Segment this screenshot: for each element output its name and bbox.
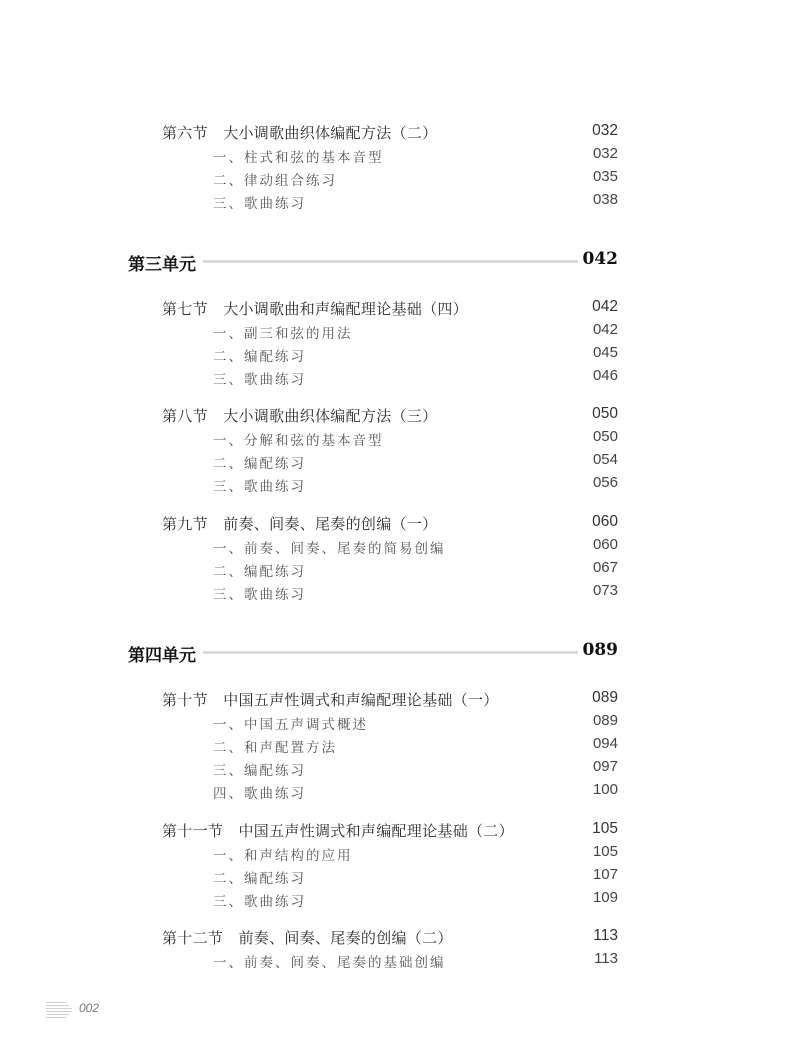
subsection-page: 100 [592,781,618,798]
section-row[interactable] [0,122,790,145]
section-page: 089 [592,689,618,706]
subsection-title: 二、编配练习 [213,564,306,580]
section-page: 105 [592,820,618,837]
toc-section [0,405,790,497]
subsection-row[interactable] [0,321,790,344]
section-row[interactable] [0,927,790,950]
section-title: 第八节 大小调歌曲织体编配方法（三） [162,407,438,425]
subsection-page: 045 [592,344,618,361]
section-row[interactable] [0,405,790,428]
subsection-title: 三、歌曲练习 [213,196,306,212]
subsection-page: 056 [592,474,618,491]
subsection-page: 107 [592,866,618,883]
toc-section [0,298,790,390]
subsection-row[interactable] [0,344,790,367]
unit-heading[interactable] [0,250,790,280]
section-title: 第九节 前奏、间奏、尾奏的创编（一） [162,515,438,533]
subsection-row[interactable] [0,758,790,781]
subsection-title: 一、分解和弦的基本音型 [213,433,384,449]
toc-section [0,820,790,912]
subsection-row[interactable] [0,735,790,758]
subsection-page: 060 [592,536,618,553]
section-title: 第六节 大小调歌曲织体编配方法（二） [162,124,438,142]
section-page: 050 [592,405,618,422]
subsection-title: 四、歌曲练习 [213,786,306,802]
subsection-page: 109 [592,889,618,906]
subsection-row[interactable] [0,582,790,605]
subsection-page: 038 [592,191,618,208]
section-page: 060 [592,513,618,530]
subsection-title: 三、歌曲练习 [213,372,306,388]
subsection-title: 三、歌曲练习 [213,894,306,910]
subsection-title: 一、和声结构的应用 [213,848,353,864]
subsection-page: 073 [592,582,618,599]
section-row[interactable] [0,820,790,843]
toc-section [0,122,790,214]
section-title: 第十二节 前奏、间奏、尾奏的创编（二） [162,929,453,947]
unit-page: 042 [582,249,618,269]
unit-title: 第三单元 [128,255,196,275]
subsection-page: 042 [592,321,618,338]
subsection-title: 一、中国五声调式概述 [213,717,368,733]
subsection-row[interactable] [0,474,790,497]
subsection-page: 032 [592,145,618,162]
subsection-row[interactable] [0,781,790,804]
subsection-title: 三、编配练习 [213,763,306,779]
section-row[interactable] [0,513,790,536]
subsection-title: 一、副三和弦的用法 [213,326,353,342]
subsection-title: 一、前奏、间奏、尾奏的简易创编 [213,541,446,557]
unit-page: 089 [582,640,618,660]
toc-section [0,513,790,605]
unit-divider-line [203,651,578,654]
subsection-row[interactable] [0,843,790,866]
toc-section [0,927,790,973]
subsection-row[interactable] [0,367,790,390]
unit-heading[interactable] [0,641,790,671]
subsection-page: 050 [592,428,618,445]
decorative-lines-icon [46,1002,72,1018]
subsection-page: 054 [592,451,618,468]
subsection-row[interactable] [0,712,790,735]
subsection-page: 089 [592,712,618,729]
subsection-page: 067 [592,559,618,576]
subsection-row[interactable] [0,168,790,191]
section-page: 042 [592,298,618,315]
subsection-row[interactable] [0,950,790,973]
subsection-page: 113 [594,950,618,967]
section-title: 第十一节 中国五声性调式和声编配理论基础（二） [162,822,514,840]
subsection-row[interactable] [0,536,790,559]
section-row[interactable] [0,298,790,321]
section-page: 113 [593,927,618,944]
subsection-title: 二、编配练习 [213,871,306,887]
subsection-row[interactable] [0,428,790,451]
subsection-title: 二、律动组合练习 [213,173,337,189]
subsection-page: 105 [592,843,618,860]
subsection-page: 097 [592,758,618,775]
subsection-row[interactable] [0,866,790,889]
subsection-row[interactable] [0,191,790,214]
unit-title: 第四单元 [128,646,196,666]
unit-divider-line [203,260,578,263]
subsection-row[interactable] [0,559,790,582]
subsection-row[interactable] [0,145,790,168]
subsection-page: 035 [592,168,618,185]
subsection-row[interactable] [0,889,790,912]
subsection-title: 二、和声配置方法 [213,740,337,756]
section-title: 第十节 中国五声性调式和声编配理论基础（一） [162,691,499,709]
section-page: 032 [592,122,618,139]
subsection-page: 046 [592,367,618,384]
subsection-title: 一、前奏、间奏、尾奏的基础创编 [213,955,446,971]
page-footer [46,1000,126,1022]
subsection-title: 二、编配练习 [213,456,306,472]
page-number: 002 [79,1001,100,1015]
subsection-title: 三、歌曲练习 [213,587,306,603]
section-row[interactable] [0,689,790,712]
subsection-page: 094 [592,735,618,752]
subsection-title: 三、歌曲练习 [213,479,306,495]
section-title: 第七节 大小调歌曲和声编配理论基础（四） [162,300,469,318]
subsection-title: 二、编配练习 [213,349,306,365]
subsection-row[interactable] [0,451,790,474]
subsection-title: 一、柱式和弦的基本音型 [213,150,384,166]
toc-section [0,689,790,804]
